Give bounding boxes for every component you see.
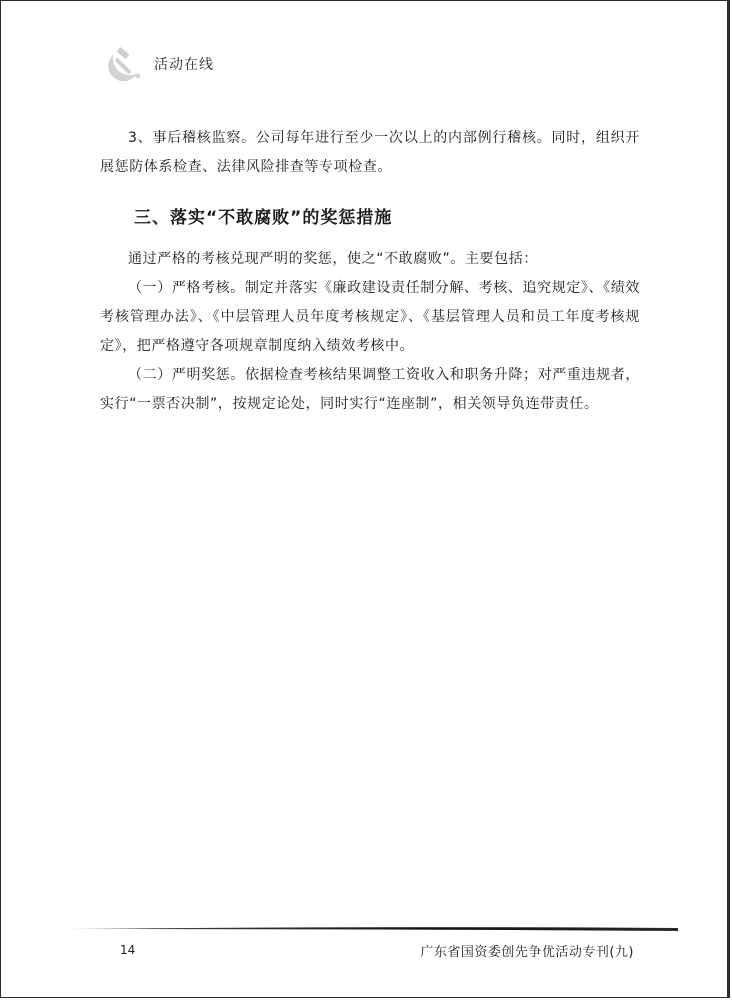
paragraph: （一）严格考核。制定并落实《廉政建设责任制分解、考核、追究规定》、《绩效考核管理办法》、《中层管理人员年度考核规定》、《基层管理人员和员工年度考核规定》，把严格遵守各项规章制度纳入绩效考核中。 [100,280,640,354]
hammer-sickle-icon [102,42,146,86]
section-header-title: 活动在线 [154,57,214,73]
paragraph: 通过严格的考核兑现严明的奖惩，使之“不敢腐败”。主要包括： [128,251,538,267]
article-body [100,124,640,419]
publication-title: 广东省国资委创先争优活动专刊(九) [420,945,634,960]
paragraph: 3、事后稽核监察。公司每年进行至少一次以上的内部例行稽核。同时，组织开展惩防体系检查、法律风险排查等专项检查。 [100,130,640,175]
page-number: 14 [120,943,136,957]
footer-rule [58,926,678,932]
paragraph: （二）严明奖惩。依据检查考核结果调整工资收入和职务升降；对严重违规者，实行“一票否决制”，按规定论处，同时实行“连座制”，相关领导负连带责任。 [100,367,640,412]
page-header [102,44,214,84]
section-heading: 三、落实“不敢腐败”的奖惩措施 [134,208,393,228]
